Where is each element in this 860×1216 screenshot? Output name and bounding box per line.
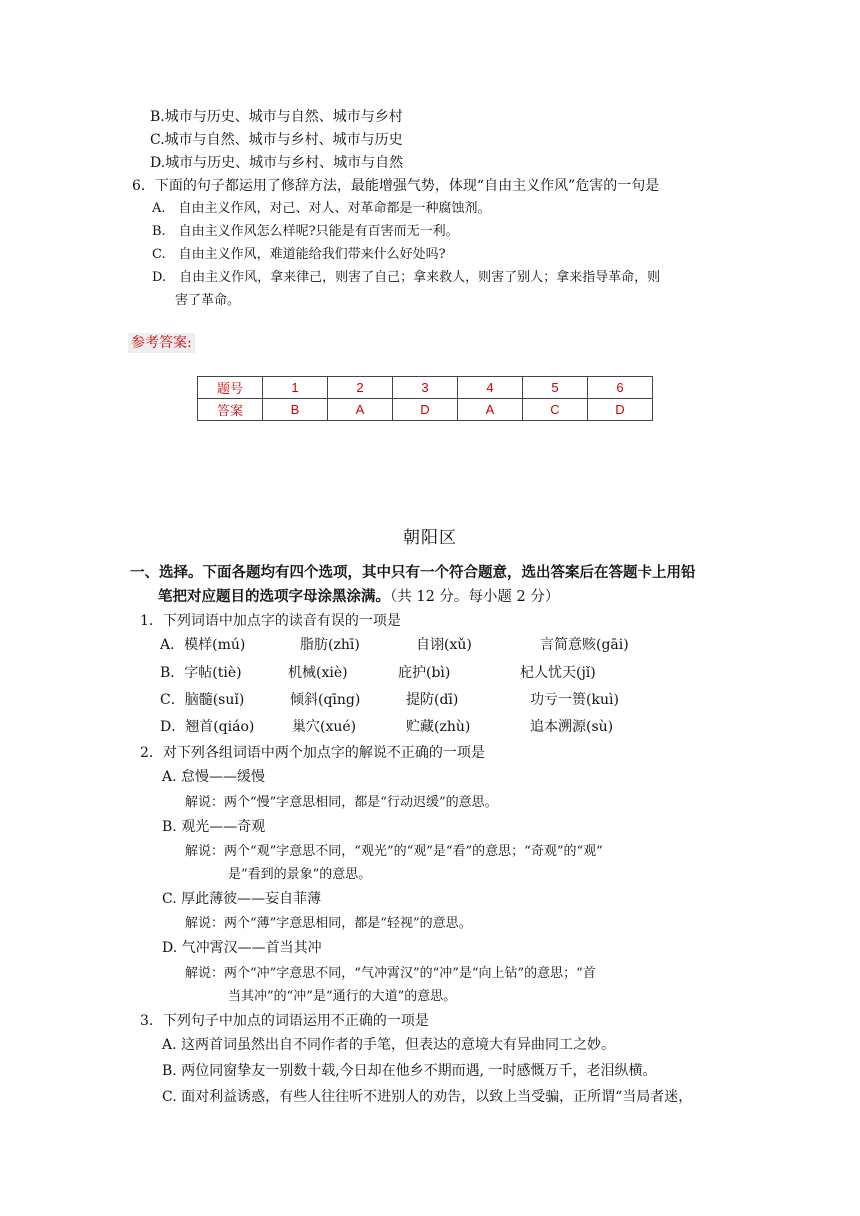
table-cell: 5 xyxy=(523,377,588,399)
q2-option-c: C. 厚此薄彼——妄自菲薄 xyxy=(162,891,322,907)
q1-a-1: A．模样(mú) xyxy=(160,637,246,653)
table-cell: 1 xyxy=(263,377,328,399)
q5-option-b: B.城市与历史、城市与自然、城市与乡村 xyxy=(150,109,403,125)
q2-option-a-note: 解说：两个“慢”字意思相同，都是“行动迟缓”的意思。 xyxy=(185,795,498,810)
q3-option-a: A. 这两首词虽然出自不同作者的手笔，但表达的意境大有异曲同工之妙。 xyxy=(162,1037,616,1053)
q2-option-a: A. 怠慢——缓慢 xyxy=(162,769,266,785)
q1-b-4: 杞人忧天(jǐ) xyxy=(520,665,596,681)
q6-option-a: A. 自由主义作风，对己、对人、对革命都是一种腐蚀剂。 xyxy=(152,201,491,216)
q3-option-b: B. 两位同窗挚友一别数十载,今日却在他乡不期而遇, 一时感慨万千，老泪纵横。 xyxy=(162,1063,657,1079)
q3-stem: 3．下列句子中加点的词语运用不正确的一项是 xyxy=(140,1013,429,1029)
table-cell: 3 xyxy=(393,377,458,399)
q1-b-1: B．字帖(tiè) xyxy=(160,665,242,681)
table-cell: A xyxy=(458,399,523,421)
q6-option-c: C. 自由主义作风，难道能给我们带来什么好处吗? xyxy=(152,247,446,262)
q1-d-4: 追本溯源(sù) xyxy=(530,719,614,735)
table-cell: 题号 xyxy=(198,377,263,399)
q1-a-2: 脂肪(zhī) xyxy=(300,637,360,653)
q1-c-2: 倾斜(qīng) xyxy=(290,692,361,708)
q5-option-d: D.城市与历史、城市与乡村、城市与自然 xyxy=(150,155,404,171)
q6-option-d-line2: 害了革命。 xyxy=(175,293,241,308)
table-cell: C xyxy=(523,399,588,421)
table-cell: D xyxy=(588,399,653,421)
q1-a-3: 自诩(xǔ) xyxy=(416,637,472,653)
answer-label: 参考答案: xyxy=(128,333,195,353)
q2-option-d-note1: 解说：两个“冲”字意思不同，“气冲霄汉”的“冲”是“向上钻”的意思；“首 xyxy=(185,966,596,981)
q1-a-4: 言简意赅(gāi) xyxy=(540,637,629,653)
table-cell: 4 xyxy=(458,377,523,399)
q2-option-b: B. 观光——奇观 xyxy=(162,819,266,835)
table-cell: 答案 xyxy=(198,399,263,421)
table-cell: B xyxy=(263,399,328,421)
q1-d-1: D．翘首(qiáo) xyxy=(160,719,255,735)
q6-option-b: B. 自由主义作风怎么样呢?只能是有百害而无一利。 xyxy=(152,224,459,239)
q1-d-3: 贮藏(zhù) xyxy=(406,719,471,735)
part1-heading-line1: 一、选择。下面各题均有四个选项，其中只有一个符合题意，选出答案后在答题卡上用铅 xyxy=(130,564,696,581)
q2-option-d: D. 气冲霄汉——首当其冲 xyxy=(162,940,322,956)
q6-option-d-line1: D. 自由主义作风，拿来律己，则害了自己；拿来救人，则害了别人；拿来指导革命，则 xyxy=(152,270,661,285)
answer-table-row-number xyxy=(198,377,653,399)
table-cell: D xyxy=(393,399,458,421)
q5-option-c: C.城市与自然、城市与乡村、城市与历史 xyxy=(150,132,403,148)
q1-c-1: C．脑髓(suǐ) xyxy=(160,692,245,708)
q3-option-c: C. 面对利益诱惑，有些人往往听不进别人的劝告，以致上当受骗，正所谓“当局者迷， xyxy=(162,1089,693,1105)
q1-d-2: 巢穴(xué) xyxy=(292,719,357,735)
q2-stem: 2．对下列各组词语中两个加点字的解说不正确的一项是 xyxy=(140,745,485,761)
part1-heading-bold: 笔把对应题目的选项字母涂黑涂满。 xyxy=(158,588,390,605)
table-cell: A xyxy=(328,399,393,421)
q1-stem: 1．下列词语中加点字的读音有误的一项是 xyxy=(140,613,401,629)
q2-option-c-note: 解说：两个“薄”字意思相同，都是“轻视”的意思。 xyxy=(185,916,472,931)
answer-table-row-answer xyxy=(198,399,653,421)
part1-heading-score: （共 12 分。每小题 2 分） xyxy=(390,589,560,605)
q2-option-d-note2: 当其冲”的“冲”是“通行的大道”的意思。 xyxy=(228,989,457,1004)
section-title: 朝阳区 xyxy=(403,528,457,548)
q1-b-2: 机械(xiè) xyxy=(288,665,348,681)
q1-b-3: 庇护(bì) xyxy=(398,665,451,681)
q2-option-b-note2: 是“看到的景象”的意思。 xyxy=(228,867,372,882)
table-cell: 2 xyxy=(328,377,393,399)
q2-option-b-note1: 解说：两个“观”字意思不同，“观光”的“观”是“看”的意思；“奇观”的“观” xyxy=(185,844,603,859)
q6-stem: 6．下面的句子都运用了修辞方法，最能增强气势，体现“自由主义作风”危害的一句是 xyxy=(132,178,660,194)
table-cell: 6 xyxy=(588,377,653,399)
answer-table xyxy=(197,376,653,421)
part1-heading-line2 xyxy=(158,587,559,607)
q1-c-4: 功亏一篑(kuì) xyxy=(530,692,619,708)
q1-c-3: 提防(dī) xyxy=(406,692,459,708)
